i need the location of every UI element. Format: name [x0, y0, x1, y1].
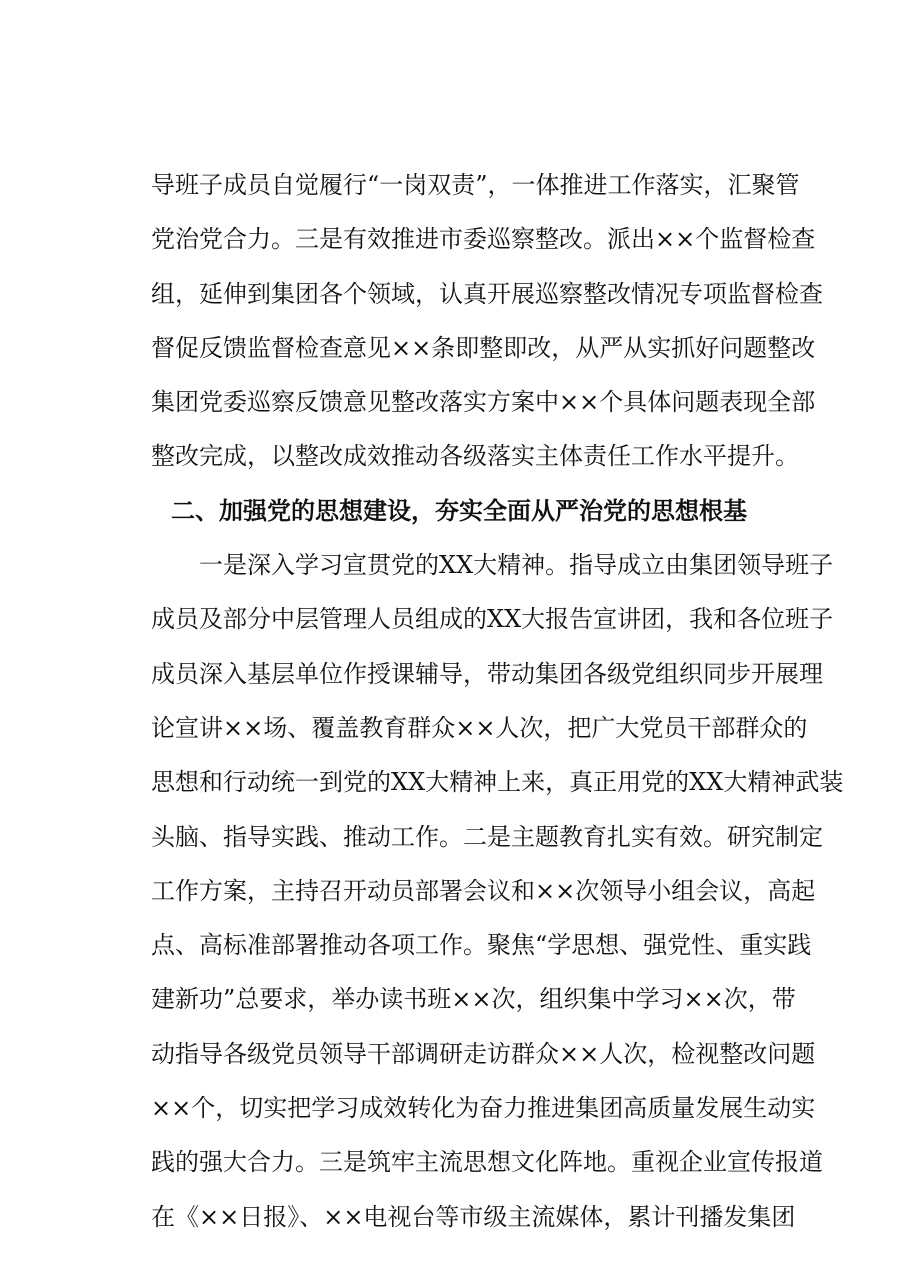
text-line: 动指导各级党员领导干部调研走访群众××人次，检视整改问题: [151, 1039, 816, 1068]
section-heading: 二、加强党的思想建设，夯实全面从严治党的思想根基: [171, 496, 747, 525]
text-line: 思想和行动统一到党的XX大精神上来，真正用党的XX大精神武装: [151, 768, 844, 797]
text-line: ××个，切实把学习成效转化为奋力推进集团高质量发展生动实: [151, 1094, 816, 1123]
document-body: [151, 158, 844, 1244]
text-line: 整改完成，以整改成效推动各级落实主体责任工作水平提升。: [151, 442, 799, 471]
text-line: 集团党委巡察反馈意见整改落实方案中××个具体问题表现全部: [151, 388, 816, 417]
text-line: 党治党合力。三是有效推进市委巡察整改。派出××个监督检查: [151, 225, 816, 254]
text-line: 一是深入学习宣贯党的XX大精神。指导成立由集团领导班子: [199, 551, 834, 580]
text-line: 成员及部分中层管理人员组成的XX大报告宣讲团，我和各位班子: [151, 605, 834, 634]
text-line: 头脑、指导实践、推动工作。二是主题教育扎实有效。研究制定: [151, 822, 823, 851]
text-line: 建新功”总要求，举办读书班××次，组织集中学习××次，带: [151, 985, 796, 1014]
text-line: 导班子成员自觉履行“一岗双责”，一体推进工作落实，汇聚管: [151, 171, 800, 199]
text-line: 点、高标准部署推动各项工作。聚焦“学思想、强党性、重实践: [151, 931, 812, 960]
text-line: 在《××日报》、××电视台等市级主流媒体，累计刊播发集团: [151, 1202, 796, 1231]
text-line: 组，延伸到集团各个领域，认真开展巡察整改情况专项监督检查: [151, 279, 823, 308]
text-line: 论宣讲××场、覆盖教育群众××人次，把广大党员干部群众的: [151, 713, 808, 742]
paragraph-1: [151, 158, 823, 484]
text-line: 践的强大合力。三是筑牢主流思想文化阵地。重视企业宣传报道: [151, 1148, 823, 1177]
text-line: 工作方案，主持召开动员部署会议和××次领导小组会议，高起: [151, 876, 816, 905]
paragraph-2: [151, 538, 844, 1244]
text-line: 成员深入基层单位作授课辅导，带动集团各级党组织同步开展理: [151, 659, 823, 688]
text-line: 督促反馈监督检查意见××条即整即改，从严从实抓好问题整改: [151, 333, 816, 362]
